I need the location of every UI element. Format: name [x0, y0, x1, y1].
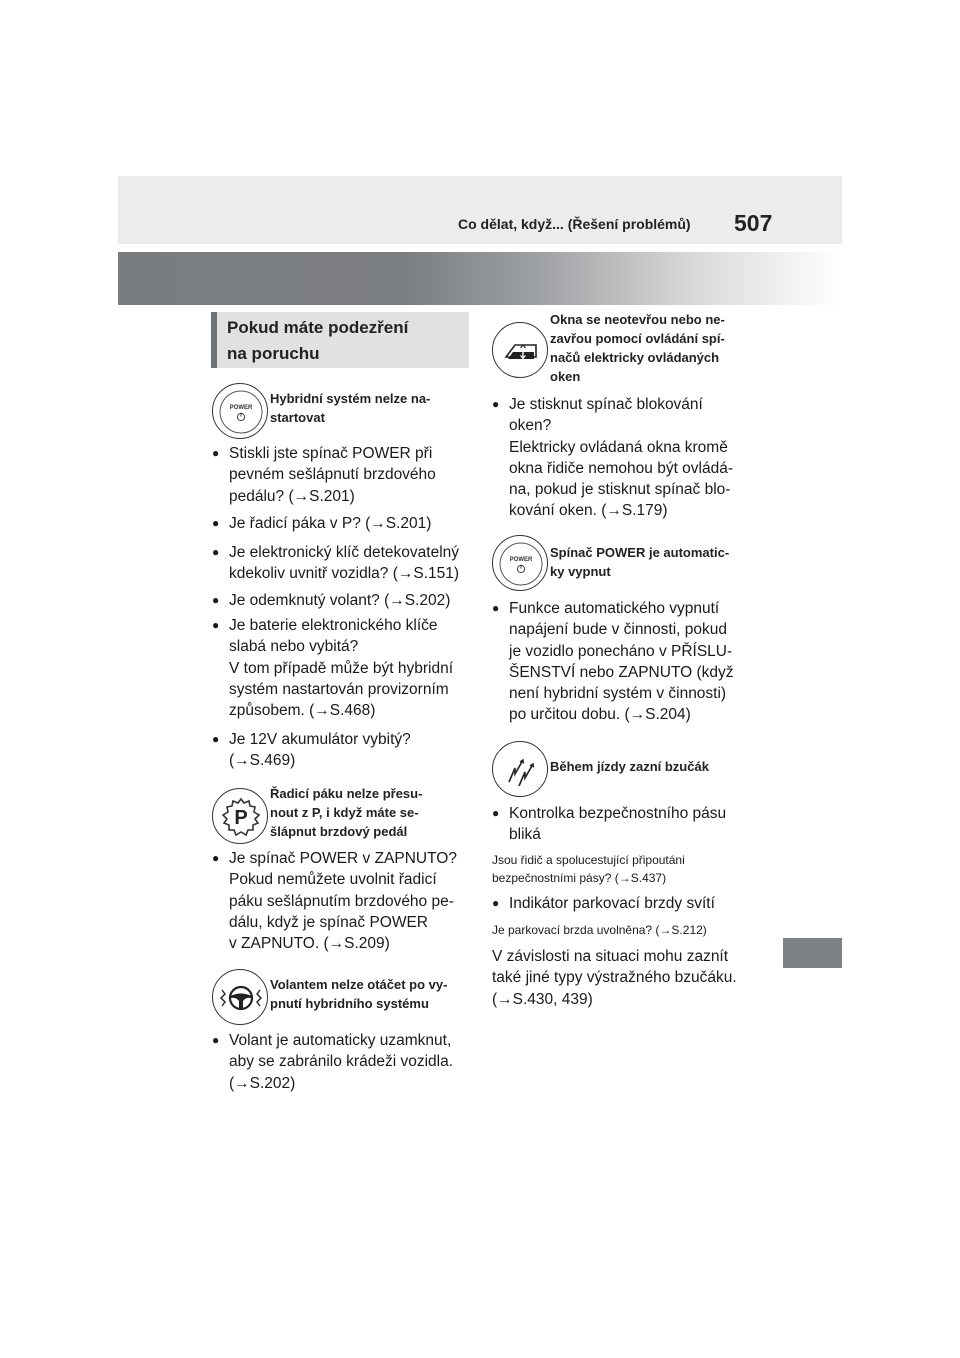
bullet-line: na, pokud je stisknut spínač blo-	[509, 481, 731, 499]
bullet-line: dálu, když je spínač POWER	[229, 913, 428, 931]
bullet-item	[212, 513, 431, 534]
bullet-line: způsobem. (→S.468)	[229, 702, 376, 720]
bullet-line: slabá nebo vybitá?	[229, 638, 359, 656]
bullet-line: okna řidiče nemohou být ovládá-	[509, 459, 734, 477]
bullet-item	[212, 1030, 453, 1094]
bullet-line: není hybridní systém v činnosti)	[509, 685, 727, 703]
bullet-line: pedálu? (→S.201)	[229, 487, 355, 505]
running-header: Co dělat, když... (Řešení problémů)	[458, 216, 691, 232]
problem-label-line: startovat	[270, 410, 325, 425]
bullet-item	[492, 803, 726, 846]
bullet-item	[492, 893, 715, 914]
bullet-line: ● Je řadicí páka v P? (→S.201)	[229, 515, 432, 532]
problem-label	[550, 543, 729, 581]
problem-label-line: pnutí hybridního systému	[270, 996, 429, 1011]
problem-label-line: ky vypnut	[550, 564, 611, 579]
buzzer-icon	[492, 741, 548, 797]
problem-label-line: nout z P, i když máte se-	[270, 805, 419, 820]
power-icon-text: POWER	[509, 557, 533, 563]
problem-label	[550, 310, 725, 386]
bullet-line: ● Funkce automatického vypnutí	[509, 600, 720, 617]
steering-lock-icon	[212, 969, 268, 1025]
bullet-line: Pokud nemůžete uvolnit řadicí	[229, 871, 437, 889]
bullet-line: ● Je 12V akumulátor vybitý?	[229, 731, 411, 748]
bullet-line: aby se zabránilo krádeži vozidla.	[229, 1053, 454, 1071]
section-heading	[211, 312, 469, 368]
problem-label-line: Okna se neotevřou nebo ne-	[550, 312, 725, 327]
p-icon-text: P	[234, 807, 248, 829]
paragraph-line: také jiné typy výstražného bzučáku.	[492, 969, 737, 987]
problem-label-line: načů elektricky ovládaných	[550, 350, 720, 365]
bullet-line: ● Je odemknutý volant? (→S.202)	[229, 592, 451, 609]
bullet-line: ● Je baterie elektronického klíče	[229, 617, 438, 634]
bullet-line: pevném sešlápnutí brzdového	[229, 466, 436, 484]
problem-label-line: Spínač POWER je automatic-	[550, 545, 730, 560]
bullet-line: napájení bude v činnosti, pokud	[509, 621, 728, 639]
note-line: Jsou řidič a spolucestující připoutáni	[492, 853, 685, 867]
problem-label	[270, 389, 430, 427]
bullet-line: V tom případě může být hybridní	[229, 659, 454, 677]
paragraph-line: (→S.430, 439)	[492, 990, 593, 1008]
bullet-item	[212, 729, 411, 772]
power-icon-text: POWER	[229, 405, 253, 411]
bullet-line: ● Je spínač POWER v ZAPNUTO?	[229, 850, 457, 867]
note-line: Je parkovací brzda uvolněna? (→S.212)	[492, 923, 707, 937]
bullet-line: ● Je elektronický klíč detekovatelný	[229, 544, 460, 561]
note-text	[492, 921, 707, 939]
bullet-line: po určitou dobu. (→S.204)	[509, 706, 691, 724]
bullet-line: je vozidlo ponecháno v PŘÍSLU-	[509, 642, 733, 660]
section-heading-line: Pokud máte podezření	[227, 318, 409, 337]
bullet-item	[212, 590, 450, 611]
problem-label-line: oken	[550, 369, 581, 384]
bullet-line: kdekoliv uvnitř vozidla? (→S.151)	[229, 565, 460, 583]
bullet-line: ● Je stisknut spínač blokování	[509, 396, 703, 413]
bullet-item	[212, 443, 436, 507]
chapter-side-tab	[783, 938, 842, 968]
paragraph-line: V závislosti na situaci mohu zaznít	[492, 948, 729, 965]
bullet-item	[492, 598, 734, 726]
page-number: 507	[734, 210, 773, 236]
power-button-icon	[212, 383, 268, 439]
bullet-line: bliká	[509, 826, 541, 844]
bullet-line: ● Kontrolka bezpečnostního pásu	[509, 805, 727, 822]
bullet-line: kování oken. (→S.179)	[509, 502, 668, 520]
bullet-item	[212, 615, 453, 721]
problem-label-line: zavřou pomocí ovládání spí-	[550, 331, 725, 346]
power-button-icon	[492, 535, 548, 591]
decorative-gradient-bar	[118, 252, 842, 305]
note-line: bezpečnostními pásy? (→S.437)	[492, 871, 667, 885]
bullet-line: Elektricky ovládaná okna kromě	[509, 438, 728, 456]
bullet-line: systém nastartován provizorním	[229, 680, 449, 698]
bullet-line: ● Stiskli jste spínač POWER při	[229, 445, 433, 462]
problem-label-line: Hybridní systém nelze na-	[270, 391, 431, 406]
power-window-icon	[492, 322, 548, 378]
bullet-line: oken?	[509, 417, 552, 435]
problem-label-line: Volantem nelze otáčet po vy-	[270, 977, 448, 992]
bullet-item	[492, 394, 733, 522]
problem-label	[270, 975, 447, 1013]
closing-paragraph	[492, 946, 737, 1010]
bullet-line: v ZAPNUTO. (→S.209)	[229, 935, 390, 953]
problem-label	[550, 757, 709, 776]
section-heading-line: na poruchu	[227, 344, 320, 363]
shift-lever-p-icon	[212, 788, 268, 844]
note-text	[492, 851, 685, 887]
bullet-line: ● Indikátor parkovací brzdy svítí	[509, 895, 715, 912]
bullet-item	[212, 848, 457, 954]
bullet-line: (→S.469)	[229, 752, 296, 770]
bullet-item	[212, 542, 459, 585]
problem-label-line: šlápnut brzdový pedál	[270, 824, 408, 839]
bullet-line: ŠENSTVÍ nebo ZAPNUTO (když	[509, 663, 734, 681]
problem-label-line: Během jízdy zazní bzučák	[550, 759, 709, 774]
bullet-line: (→S.202)	[229, 1074, 296, 1092]
problem-label-line: Řadicí páku nelze přesu-	[270, 786, 423, 801]
bullet-line: páku sešlápnutím brzdového pe-	[229, 892, 454, 910]
bullet-line: ● Volant je automaticky uzamknut,	[229, 1032, 452, 1049]
problem-label	[270, 784, 422, 841]
